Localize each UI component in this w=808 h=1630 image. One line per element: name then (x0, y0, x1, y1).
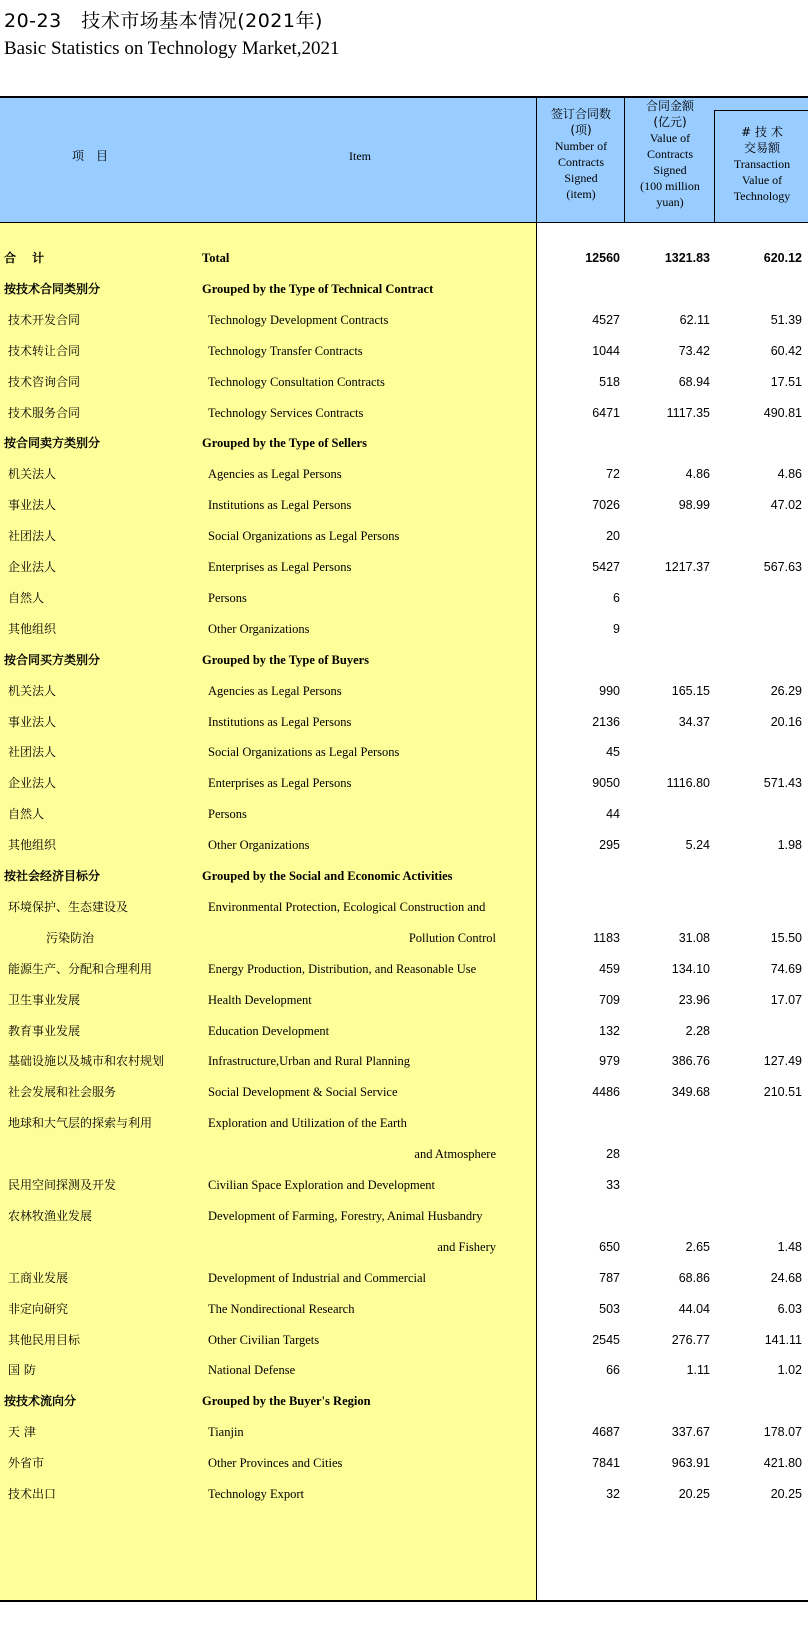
item-name-cn: 卫生事业发展 (8, 993, 81, 1007)
column-rule-3-top (714, 110, 808, 111)
table-row (0, 1478, 808, 1510)
table-row (0, 1262, 808, 1294)
item-name-en: Persons (208, 807, 247, 821)
contracts-count-cell: 518 (599, 375, 620, 389)
item-name-en: The Nondirectional Research (208, 1302, 355, 1316)
item-name-cn: 国 防 (8, 1363, 36, 1377)
item-name-en: Persons (208, 591, 247, 605)
item-name-en: Development of Farming, Forestry, Animal Husbandry (208, 1209, 483, 1223)
item-name-cn: 企业法人 (8, 776, 57, 790)
table-row (0, 675, 808, 707)
item-name-cn: 按社会经济目标分 (4, 869, 101, 883)
contracts-value-cell: 34.37 (678, 715, 710, 729)
header-line: (亿元) (653, 115, 687, 129)
contracts-count-cell: 709 (599, 993, 620, 1007)
contracts-count-cell: 650 (599, 1240, 620, 1254)
header-contracts-count (538, 106, 624, 202)
transaction-value-cell: 6.03 (777, 1302, 802, 1316)
contracts-count-cell: 72 (606, 467, 620, 481)
item-name-en: Grouped by the Type of Buyers (202, 653, 370, 667)
table-row (0, 551, 808, 583)
item-name-en: Other Provinces and Cities (208, 1456, 343, 1470)
contracts-value-cell: 1.11 (686, 1363, 710, 1377)
item-name-cn: 按技术合同类别分 (4, 282, 101, 296)
table-row (0, 767, 808, 799)
contracts-count-cell: 2545 (592, 1333, 620, 1347)
header-rule (0, 222, 808, 223)
item-name-cn: 企业法人 (8, 560, 57, 574)
category-row (0, 1385, 808, 1417)
contracts-value-cell: 62.11 (679, 313, 710, 327)
contracts-count-cell: 4527 (592, 313, 620, 327)
item-name-cn: 合 计 (4, 251, 51, 265)
table-row (0, 1200, 808, 1232)
item-name-en: Enterprises as Legal Persons (208, 560, 352, 574)
contracts-value-cell: 386.76 (671, 1054, 710, 1068)
table-row (0, 706, 808, 738)
item-name-en: Other Organizations (208, 622, 310, 636)
transaction-value-cell: 20.25 (770, 1487, 802, 1501)
item-name-en: Social Development & Social Service (208, 1085, 398, 1099)
contracts-count-cell: 44 (606, 807, 620, 821)
contracts-count-cell: 4486 (592, 1085, 620, 1099)
item-name-en: Environmental Protection, Ecological Construction and (208, 900, 486, 914)
header-line: (item) (566, 187, 596, 201)
contracts-count-cell: 66 (606, 1363, 620, 1377)
contracts-count-cell: 33 (606, 1178, 620, 1192)
item-name-en: Exploration and Utilization of the Earth (208, 1116, 407, 1130)
item-name-cn: 按技术流向分 (4, 1394, 77, 1408)
transaction-value-cell: 141.11 (764, 1333, 802, 1347)
item-name-cn: 民用空间探测及开发 (8, 1178, 117, 1192)
contracts-value-cell: 963.91 (671, 1456, 710, 1470)
category-row (0, 644, 808, 676)
table-row (0, 458, 808, 490)
bottom-rule (0, 1600, 808, 1602)
contracts-count-cell: 6471 (592, 406, 620, 420)
item-name-cn: 基础设施以及城市和农村规划 (8, 1054, 165, 1068)
item-name-cn: 其他民用目标 (8, 1333, 81, 1347)
item-name-cn: 污染防治 (46, 931, 95, 945)
header-line: Value of (741, 173, 783, 187)
statistics-table (0, 96, 808, 1602)
table-row (0, 1293, 808, 1325)
item-name-en: National Defense (208, 1363, 296, 1377)
table-row (0, 1416, 808, 1448)
header-line: Technology (733, 189, 791, 203)
item-name-en: Total (202, 251, 230, 265)
item-name-cn: 自然人 (8, 807, 45, 821)
item-name-en: Technology Export (208, 1487, 304, 1501)
header-item-en: Item (349, 149, 371, 163)
header-contracts-value (626, 98, 714, 210)
header-line: (100 million (640, 179, 700, 193)
contracts-count-cell: 787 (599, 1271, 620, 1285)
transaction-value-cell: 1.48 (777, 1240, 802, 1254)
header-line: Signed (653, 163, 687, 177)
contracts-value-cell: 23.96 (678, 993, 710, 1007)
contracts-count-cell: 295 (599, 838, 620, 852)
item-name-cn: 按合同卖方类别分 (4, 436, 101, 450)
contracts-value-cell: 134.10 (671, 962, 710, 976)
item-name-en: Institutions as Legal Persons (208, 498, 352, 512)
transaction-value-cell: 4.86 (777, 467, 802, 481)
contracts-count-cell: 45 (606, 745, 620, 759)
item-name-en: Other Organizations (208, 838, 310, 852)
item-name-en: Grouped by the Social and Economic Activities (202, 869, 453, 883)
item-name-cn: 地球和大气层的探索与利用 (8, 1116, 153, 1130)
contracts-value-cell: 1321.83 (664, 251, 710, 265)
item-name-en: Social Organizations as Legal Persons (208, 529, 400, 543)
contracts-value-cell: 68.86 (678, 1271, 710, 1285)
table-row (0, 1231, 808, 1263)
transaction-value-cell: 178.07 (763, 1425, 802, 1439)
transaction-value-cell: 74.69 (770, 962, 802, 976)
header-line: Transaction (733, 157, 791, 171)
table-row (0, 489, 808, 521)
table-row (0, 736, 808, 768)
header-line: 合同金额 (645, 99, 694, 113)
item-name-en: Development of Industrial and Commercial (208, 1271, 426, 1285)
total-row (0, 242, 808, 274)
item-name-en: Social Organizations as Legal Persons (208, 745, 400, 759)
header-line: Value of (649, 131, 691, 145)
table-row (0, 1138, 808, 1170)
item-name-cn: 环境保护、生态建设及 (8, 900, 129, 914)
item-name-cn: 其他组织 (8, 838, 57, 852)
contracts-value-cell: 31.08 (678, 931, 710, 945)
contracts-count-cell: 7026 (592, 498, 620, 512)
item-name-en: Tianjin (208, 1425, 244, 1439)
contracts-count-cell: 6 (613, 591, 620, 605)
contracts-count-cell: 9 (613, 622, 620, 636)
contracts-value-cell: 5.24 (685, 838, 710, 852)
transaction-value-cell: 567.63 (763, 560, 802, 574)
header-line: 签订合同数 (550, 107, 611, 121)
transaction-value-cell: 490.81 (763, 406, 802, 420)
header-line: (项) (570, 123, 592, 137)
contracts-count-cell: 2136 (592, 715, 620, 729)
table-row (0, 366, 808, 398)
item-name-cn: 按合同买方类别分 (4, 653, 101, 667)
item-name-en: Institutions as Legal Persons (208, 715, 352, 729)
transaction-value-cell: 24.68 (770, 1271, 802, 1285)
header-item-cn: 项 目 (71, 149, 108, 163)
contracts-count-cell: 28 (606, 1147, 620, 1161)
transaction-value-cell: 1.98 (777, 838, 802, 852)
item-name-cn: 非定向研究 (8, 1302, 69, 1316)
header-line: yuan) (656, 195, 684, 209)
item-name-cn: 事业法人 (8, 715, 57, 729)
contracts-value-cell: 4.86 (685, 467, 710, 481)
transaction-value-cell: 15.50 (770, 931, 802, 945)
table-title-cn: 20-23 技术市场基本情况(2021年) (4, 10, 323, 32)
item-name-cn: 技术服务合同 (8, 406, 81, 420)
category-row (0, 273, 808, 305)
contracts-count-cell: 1183 (593, 931, 620, 945)
table-row (0, 1076, 808, 1108)
contracts-count-cell: 132 (599, 1024, 620, 1038)
item-name-cn: 技术转让合同 (8, 344, 81, 358)
transaction-value-cell: 20.16 (770, 715, 802, 729)
item-name-cn: 社团法人 (8, 529, 57, 543)
table-row (0, 798, 808, 830)
contracts-count-cell: 12560 (585, 251, 620, 265)
transaction-value-cell: 51.39 (770, 313, 802, 327)
header-line: Contracts (647, 147, 693, 161)
item-name-cn: 机关法人 (8, 467, 57, 481)
item-name-en: and Fishery (437, 1240, 496, 1254)
transaction-value-cell: 620.12 (763, 251, 802, 265)
contracts-value-cell: 20.25 (678, 1487, 710, 1501)
table-row (0, 1354, 808, 1386)
item-name-en: Agencies as Legal Persons (208, 467, 342, 481)
item-name-cn: 技术开发合同 (8, 313, 81, 327)
transaction-value-cell: 17.07 (770, 993, 802, 1007)
item-name-en: Infrastructure,Urban and Rural Planning (208, 1054, 411, 1068)
item-name-en: Health Development (208, 993, 312, 1007)
table-row (0, 1107, 808, 1139)
contracts-value-cell: 349.68 (671, 1085, 710, 1099)
contracts-count-cell: 9050 (592, 776, 620, 790)
item-name-cn: 自然人 (8, 591, 45, 605)
item-name-cn: 外省市 (8, 1456, 45, 1470)
item-name-en: Technology Development Contracts (208, 313, 389, 327)
header-line: 交易额 (743, 141, 780, 155)
table-title-en: Basic Statistics on Technology Market,2021 (4, 38, 340, 59)
column-rule-3 (714, 110, 715, 222)
contracts-count-cell: 32 (606, 1487, 620, 1501)
contracts-count-cell: 5427 (592, 560, 620, 574)
item-name-en: Grouped by the Buyer's Region (202, 1394, 371, 1408)
contracts-value-cell: 2.28 (685, 1024, 710, 1038)
contracts-count-cell: 990 (599, 684, 620, 698)
item-name-en: Civilian Space Exploration and Development (208, 1178, 436, 1192)
contracts-value-cell: 98.99 (678, 498, 710, 512)
item-name-en: Technology Services Contracts (208, 406, 364, 420)
transaction-value-cell: 60.42 (770, 344, 802, 358)
table-row (0, 829, 808, 861)
contracts-count-cell: 20 (606, 529, 620, 543)
item-name-en: Agencies as Legal Persons (208, 684, 342, 698)
table-row (0, 1169, 808, 1201)
contracts-count-cell: 7841 (592, 1456, 620, 1470)
table-row (0, 1015, 808, 1047)
contracts-value-cell: 165.15 (671, 684, 710, 698)
contracts-count-cell: 4687 (592, 1425, 620, 1439)
contracts-count-cell: 459 (599, 962, 620, 976)
contracts-count-cell: 1044 (592, 344, 620, 358)
table-row (0, 984, 808, 1016)
transaction-value-cell: 17.51 (770, 375, 802, 389)
table-row (0, 1045, 808, 1077)
contracts-value-cell: 2.65 (685, 1240, 710, 1254)
item-name-cn: 机关法人 (8, 684, 57, 698)
table-row (0, 304, 808, 336)
table-row (0, 953, 808, 985)
table-row (0, 1447, 808, 1479)
item-name-cn: 社团法人 (8, 745, 57, 759)
item-name-cn: 能源生产、分配和合理利用 (8, 962, 153, 976)
item-name-cn: 工商业发展 (8, 1271, 69, 1285)
category-row (0, 860, 808, 892)
item-name-cn: 天 津 (8, 1425, 36, 1439)
item-name-en: Other Civilian Targets (208, 1333, 320, 1347)
transaction-value-cell: 47.02 (770, 498, 802, 512)
item-name-en: Grouped by the Type of Technical Contract (202, 282, 434, 296)
contracts-count-cell: 503 (599, 1302, 620, 1316)
item-name-en: Technology Consultation Contracts (208, 375, 385, 389)
transaction-value-cell: 26.29 (770, 684, 802, 698)
table-row (0, 922, 808, 954)
category-row (0, 427, 808, 459)
contracts-value-cell: 276.77 (671, 1333, 710, 1347)
item-name-cn: 社会发展和社会服务 (8, 1085, 117, 1099)
contracts-count-cell: 979 (599, 1054, 620, 1068)
transaction-value-cell: 210.51 (763, 1085, 802, 1099)
item-name-en: Energy Production, Distribution, and Reasonable Use (208, 962, 477, 976)
item-name-en: Enterprises as Legal Persons (208, 776, 352, 790)
contracts-value-cell: 1117.35 (666, 406, 710, 420)
table-row (0, 613, 808, 645)
item-name-en: Grouped by the Type of Sellers (202, 436, 367, 450)
header-line: # 技 术 (741, 125, 783, 139)
header-line: Signed (564, 171, 598, 185)
contracts-value-cell: 44.04 (678, 1302, 710, 1316)
column-rule-2 (624, 98, 625, 222)
transaction-value-cell: 571.43 (763, 776, 802, 790)
table-row (0, 582, 808, 614)
contracts-value-cell: 1217.37 (664, 560, 710, 574)
table-row (0, 891, 808, 923)
transaction-value-cell: 127.49 (763, 1054, 802, 1068)
header-line: Contracts (558, 155, 604, 169)
header-transaction-value (716, 124, 808, 204)
item-name-en: Technology Transfer Contracts (208, 344, 363, 358)
table-row (0, 520, 808, 552)
item-name-en: Pollution Control (408, 931, 496, 945)
transaction-value-cell: 421.80 (763, 1456, 802, 1470)
contracts-value-cell: 337.67 (671, 1425, 710, 1439)
transaction-value-cell: 1.02 (777, 1363, 802, 1377)
table-row (0, 397, 808, 429)
table-row (0, 335, 808, 367)
contracts-value-cell: 73.42 (678, 344, 710, 358)
item-name-cn: 其他组织 (8, 622, 57, 636)
contracts-value-cell: 68.94 (678, 375, 710, 389)
table-row (0, 1324, 808, 1356)
header-line: Number of (554, 139, 608, 153)
item-name-cn: 教育事业发展 (8, 1024, 81, 1038)
item-name-en: and Atmosphere (414, 1147, 496, 1161)
item-name-cn: 事业法人 (8, 498, 57, 512)
item-name-cn: 技术出口 (8, 1487, 57, 1501)
item-name-en: Education Development (208, 1024, 330, 1038)
item-name-cn: 农林牧渔业发展 (8, 1209, 93, 1223)
contracts-value-cell: 1116.80 (666, 776, 710, 790)
item-name-cn: 技术咨询合同 (8, 375, 81, 389)
